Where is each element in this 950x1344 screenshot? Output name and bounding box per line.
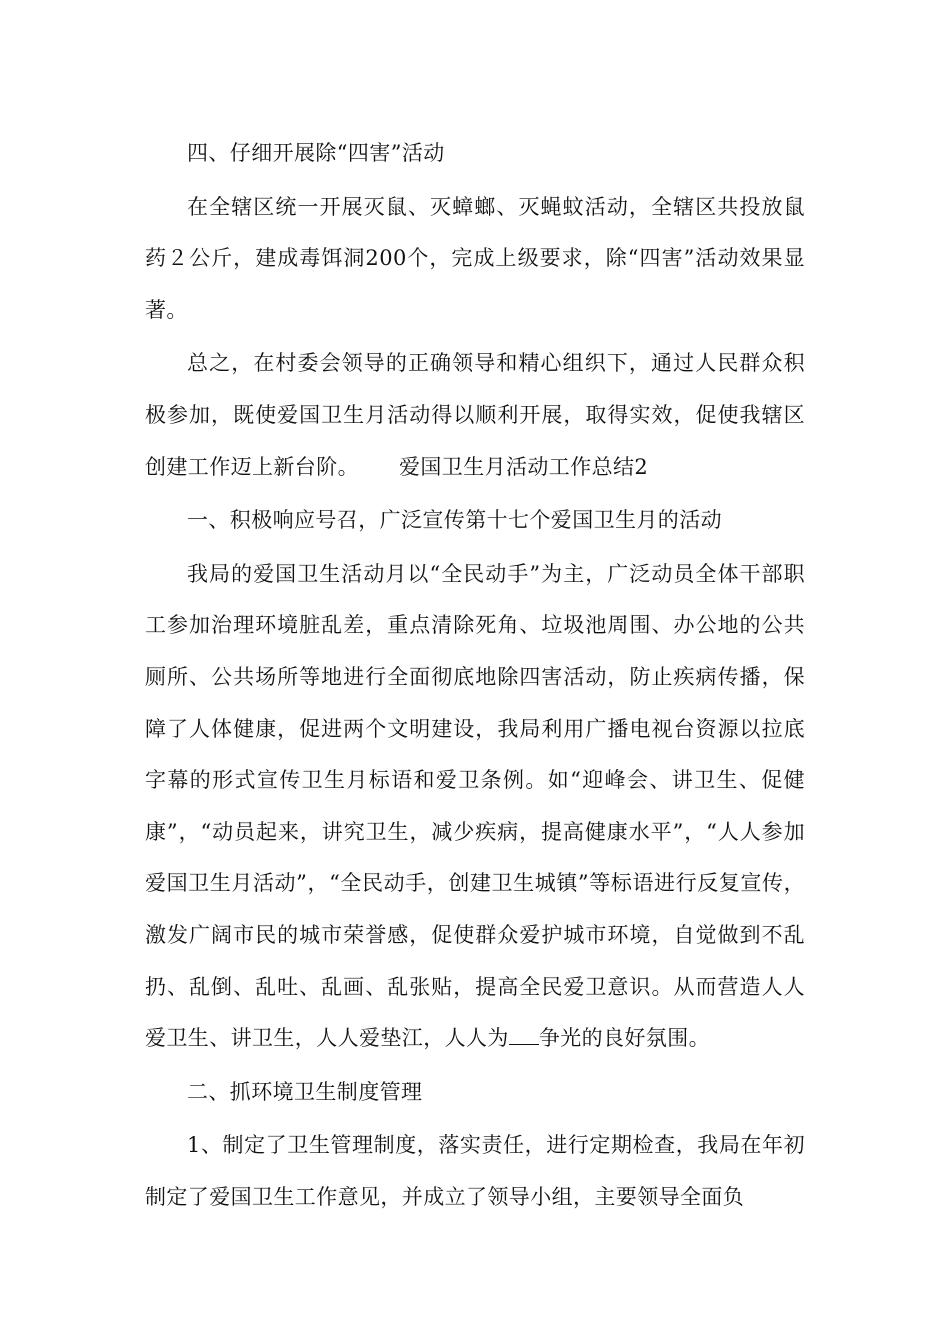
document-body — [145, 128, 805, 1223]
part1-text: 我局的爱国卫生活动月以“全民动手”为主，广泛动员全体干部职工参加治理环境脏乱差，重点清除死角、垃圾池周围、办公地的公共厕所、公共场所等地进行全面彻底地除四害活动，防止疾病传播，保障了人体健康，促进两个文明建设，我局利用广播电视台资源以拉底字幕的形式宣传卫生月标语和爱卫条例。如“迎峰会、讲卫生、促健康”，“动员起来，讲究卫生，减少疾病，提高健康水平”，“人人参加爱国卫生月活动”，“全民动手，创建卫生城镇”等标语进行反复宣传，激发广阔市民的城市荣誉感，促使群众爱护城市环境，自觉做到不乱扔、乱倒、乱吐、乱画、乱张贴，提高全民爱卫意识。从而营造人人爱卫生、讲卫生，人人爱垫江，人人为 — [145, 561, 805, 1051]
part2-heading: 二、抓环境卫生制度管理 — [187, 1079, 423, 1104]
part1-text-tail: 争光的良好氛围。 — [538, 1026, 711, 1051]
summary-paragraph — [145, 338, 805, 493]
summary-text: 总之，在村委会领导的正确领导和精心组织下，通过人民群众积极参加，既使爱国卫生月活动得以顺利开展，取得实效，促使我辖区创建工作迈上新台阶。 — [145, 351, 805, 479]
document-title-2: 爱国卫生月活动工作总结2 — [399, 454, 649, 479]
part2-paragraph: 1、制定了卫生管理制度，落实责任，进行定期检查，我局在年初制定了爱国卫生工作意见，并成立了领导小组，主要领导全面负 — [145, 1133, 805, 1209]
section4-paragraph: 在全辖区统一开展灭鼠、灭蟑螂、灭蝇蚊活动，全辖区共投放鼠药２公斤，建成毒饵洞200个，完成上级要求，除“四害”活动效果显著。 — [145, 194, 805, 322]
part1-paragraph — [145, 549, 805, 1065]
section4-heading: 四、仔细开展除“四害”活动 — [187, 141, 445, 165]
blank-underline — [509, 1028, 539, 1045]
part1-heading: 一、积极响应号召，广泛宣传第十七个爱国卫生月的活动 — [187, 508, 722, 533]
